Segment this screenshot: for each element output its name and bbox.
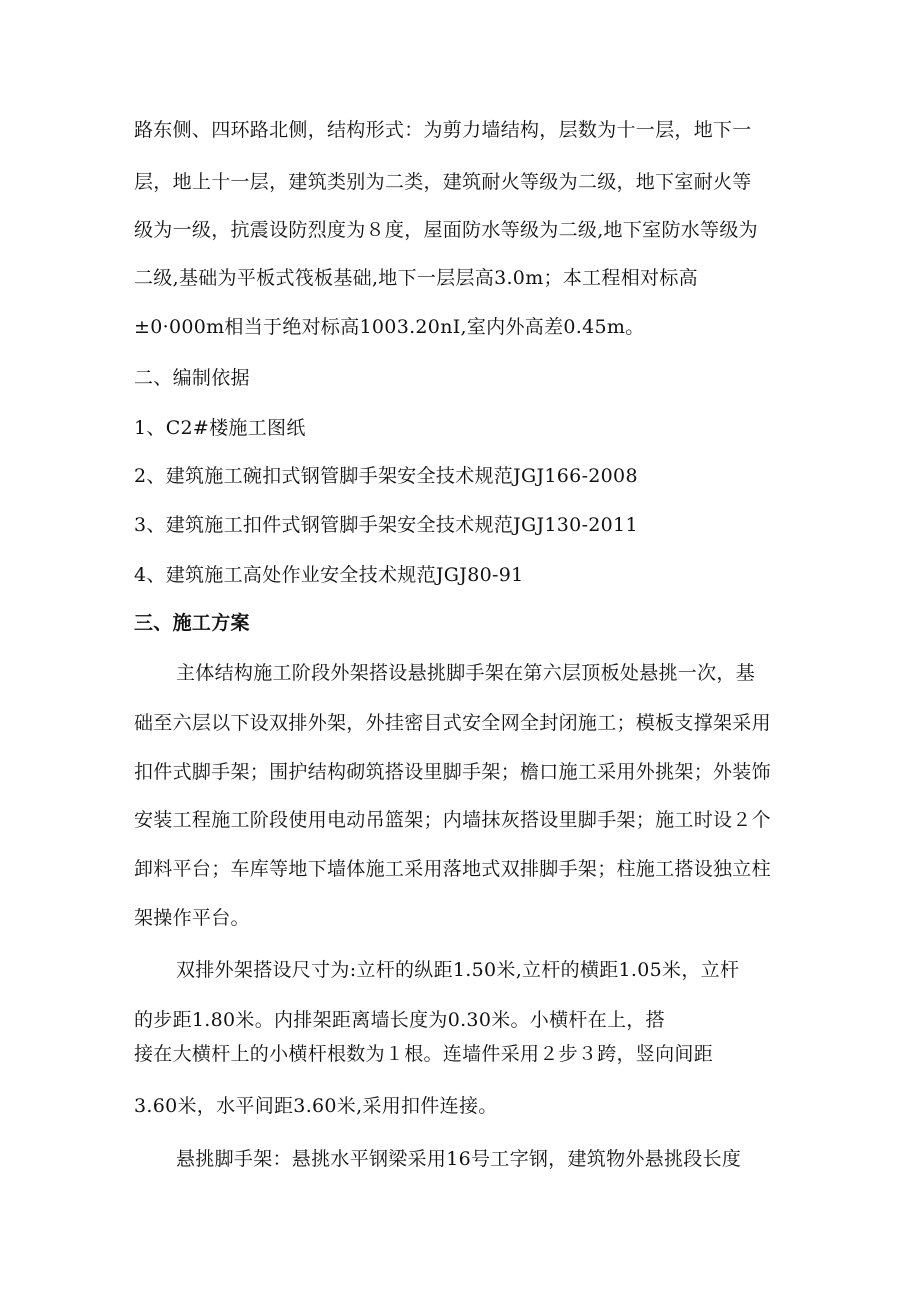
plan-para1-line-3: 扣件式脚手架；围护结构砌筑搭设里脚手架；檐口施工采用外挑架；外装饰: [134, 761, 771, 783]
basis-item-1: 1、C2#楼施工图纸: [134, 417, 306, 439]
intro-line-1: 路东侧、四环路北侧，结构形式：为剪力墙结构，层数为十一层，地下一: [134, 119, 752, 141]
intro-line-4: 二级,基础为平板式筏板基础,地下一层层高3.0m；本工程相对标高: [134, 267, 698, 289]
basis-item-3: 3、建筑施工扣件式钢管脚手架安全技术规范JGJ130-2011: [134, 514, 638, 536]
plan-para1-line-5: 卸料平台；车库等地下墙体施工采用落地式双排脚手架；柱施工搭设独立柱: [134, 858, 771, 880]
plan-para2-line-4: 3.60米，水平间距3.60米,采用扣件连接。: [134, 1095, 498, 1117]
basis-item-2: 2、建筑施工碗扣式钢管脚手架安全技术规范JGJ166-2008: [134, 465, 638, 487]
intro-line-2: 层，地上十一层，建筑类别为二类，建筑耐火等级为二级，地下室耐火等: [134, 171, 752, 193]
plan-para1-line-4: 安装工程施工阶段使用电动吊篮架；内墙抹灰搭设里脚手架；施工时设２个: [134, 809, 771, 831]
plan-para1-line-2: 础至六层以下设双排外架，外挂密目式安全网全封闭施工；模板支撑架采用: [134, 712, 771, 734]
plan-para1-line-1: 主体结构施工阶段外架搭设悬挑脚手架在第六层顶板处悬挑一次，基: [176, 662, 756, 684]
intro-line-5: ±0·000m相当于绝对标高1003.20nI,室内外高差0.45m。: [134, 316, 645, 338]
plan-para3-line-1: 悬挑脚手架：悬挑水平钢梁采用16号工字钢，建筑物外悬挑段长度: [176, 1148, 742, 1170]
intro-line-3: 级为一级，抗震设防烈度为８度，屋面防水等级为二级,地下室防水等级为: [134, 219, 758, 241]
plan-para1-line-6: 架操作平台。: [134, 907, 250, 929]
plan-para2-line-3: 接在大横杆上的小横杆根数为１根。连墙件采用２步３跨，竖向间距: [134, 1043, 714, 1065]
plan-para2-line-1: 双排外架搭设尺寸为:立杆的纵距1.50米,立杆的横距1.05米，立杆: [176, 959, 740, 981]
section-heading-plan: 三、施工方案: [134, 612, 250, 634]
plan-para2-line-2: 的步距1.80米。内排架距离墙长度为0.30米。小横杆在上，搭: [134, 1009, 665, 1031]
basis-item-4: 4、建筑施工高处作业安全技术规范JGJ80-91: [134, 564, 524, 586]
section-heading-basis: 二、编制依据: [134, 367, 250, 389]
